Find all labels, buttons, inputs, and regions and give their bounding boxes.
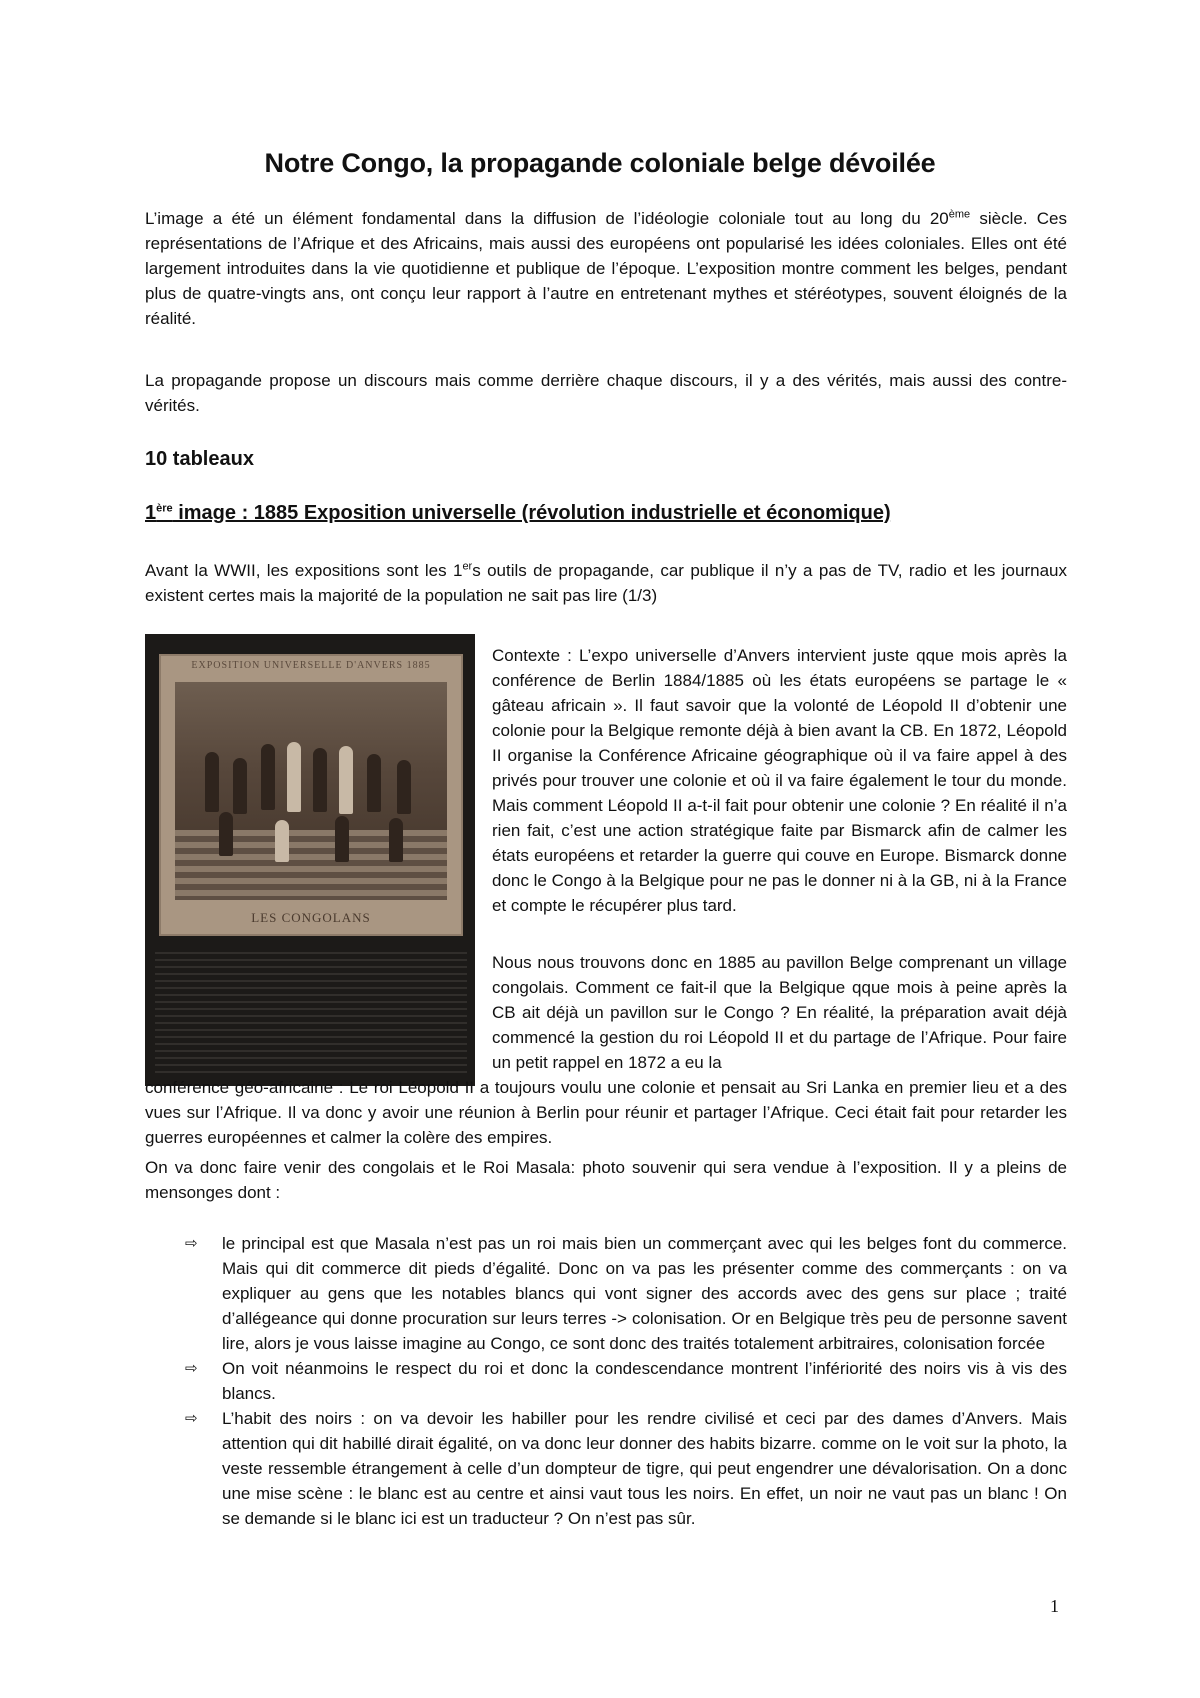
image1-heading	[145, 502, 891, 525]
arrow-right-icon: ⇨	[185, 1360, 198, 1377]
document-title: Notre Congo, la propagande coloniale belge dévoilée	[264, 148, 936, 178]
figure	[261, 744, 275, 810]
lead-text-cont: s outils de propagande, car publique il n’y a pas de TV, radio et les journaux existent certes mais la majorité de la population ne sait pas lire (1/3)	[145, 561, 1067, 605]
superscript: er	[462, 560, 473, 573]
context-paragraph: Contexte : L’expo universelle d’Anvers intervient juste qque mois après la conférence de Berlin 1884/1885 où les états européens se partage le « gâteau africain ». Il faut savoir que la volonté de Léopold II d’obtenir une colonie pour la Belgique remonte déjà à bien avant la CB. En 1872, Léopold II organise la Conférence Africaine géographique où il va faire appel à des privés pour trouver une colonie et où il va faire également le tour du monde. Mais comment Léopold II a-t-il fait pour obtenir une colonie ? En réalité il n’a rien fait, c’est une action stratégique faite par Bismarck afin de calmer les états européens et retarder la guerre qui couve en Europe. Bismarck donne donc le Congo à la Belgique pour ne pas le donner ni à la GB, ni à la France et compte le récupérer plus tard.	[492, 646, 1067, 915]
arrow-right-icon: ⇨	[185, 1410, 198, 1427]
pavilion-paragraph-cont: conférence géo-africaine : Le roi Léopold II a toujours voulu une colonie et pensait au Sri Lanka en premier lieu et a des vues sur l’Afrique. Il va donc y avoir une réunion à Berlin pour réunir et partager l’Afrique. Ceci était fait pour retarder les guerres européennes et calmer la colère des empires.	[145, 1078, 1067, 1147]
list-item-text: L’habit des noirs : on va devoir les habiller pour les rendre civilisé et ceci par des dames d’Anvers. Mais attention qui dit habillé dirait égalité, on va donc leur donner des habits bizarre. comme on le voit sur la photo, la veste ressemble étrangement à celle d’un dompteur de tigre, qui peut engendrer une dévalorisation. On a donc une mise scène : le blanc est au centre et ainsi vaut tous les noirs. En effet, un noir ne vaut pas un blanc ! On se demande si le blanc ici est un traducteur ? On n’est pas sûr.	[222, 1409, 1067, 1528]
intro-text-cont: siècle. Ces représentations de l’Afrique et des Africains, mais aussi des européens ont popularisé les idées coloniales. Elles ont été largement introduites dans la vie quotidienne et publique de l’époque. L’exposition montre comment les belges, pendant plus de quatre-vingts ans, ont conçu leur rapport à l’autre en entretenant mythes et stéréotypes, souvent éloignés de la réalité.	[145, 209, 1067, 328]
heading-text: image : 1885 Exposition universelle (révolution industrielle et économique)	[172, 502, 891, 524]
list-item-text: le principal est que Masala n’est pas un roi mais bien un commerçant avec qui les belges font du commerce. Mais qui dit commerce dit pieds d’égalité. Donc on va pas les présenter comme des commerçants : on va expliquer au gens que les notables blancs qui vont signer des accords avec des gens sur place ; traité d’allégeance qui donne procuration sur leurs terres -> colonisation. Or en Belgique très peu de personne savent lire, alors je vous laisse imagine au Congo, ce sont donc des traités totalement arbitraires, colonisation forcée	[222, 1234, 1067, 1353]
image1-lead-paragraph	[145, 558, 1067, 608]
arrow-right-icon: ⇨	[185, 1235, 198, 1252]
figure	[233, 758, 247, 814]
congolese-paragraph: On va donc faire venir des congolais et le Roi Masala: photo souvenir qui sera vendue à l’exposition. Il y a pleins de mensonges dont :	[145, 1158, 1067, 1202]
figure	[367, 754, 381, 812]
photo-scene	[175, 682, 447, 900]
list-item	[185, 1231, 1067, 1356]
list-item	[185, 1356, 1067, 1406]
photo-frame	[159, 654, 463, 936]
figure	[339, 746, 353, 814]
superscript: ème	[948, 208, 971, 221]
figure	[313, 748, 327, 812]
lead-text: Avant la WWII, les expositions sont les 1	[145, 561, 463, 580]
figure	[287, 742, 301, 812]
intro-paragraph-2: La propagande propose un discours mais comme derrière chaque discours, il y a des vérités, mais aussi des contre-vérités.	[145, 371, 1067, 415]
photo-exhibit-text	[155, 952, 467, 1076]
heading-number: 1	[145, 502, 157, 524]
photo-caption: EXPOSITION UNIVERSELLE D'ANVERS 1885	[191, 660, 431, 671]
section-heading: 10 tableaux	[145, 448, 254, 470]
superscript: ère	[156, 502, 173, 515]
figure	[389, 818, 403, 862]
pavilion-paragraph: Nous nous trouvons donc en 1885 au pavillon Belge comprenant un village congolais. Comment ce fait-il que la Belgique qque mois à peine après la CB ait déjà un pavillon sur le Congo ? En réalité, la préparation avait déjà commencé la gestion du roi Léopold II et du partage de l’Afrique. Pour faire un petit rappel en 1872 a eu la	[492, 953, 1067, 1072]
figure	[219, 812, 233, 856]
exhibition-photo	[145, 634, 475, 1086]
intro-text: L’image a été un élément fondamental dans la diffusion de l’idéologie coloniale tout au long du 20	[145, 209, 949, 228]
figure	[397, 760, 411, 814]
list-item	[185, 1406, 1067, 1531]
intro-paragraph-1	[145, 206, 1067, 331]
figure	[335, 816, 349, 862]
page-number: 1	[1050, 1596, 1059, 1616]
photo-label: LES CONGOLANS	[251, 910, 371, 925]
list-item-text: On voit néanmoins le respect du roi et donc la condescendance montrent l’infériorité des noirs vis à vis des blancs.	[222, 1359, 1067, 1403]
figure	[275, 820, 289, 862]
lies-list	[185, 1231, 1067, 1531]
figure	[205, 752, 219, 812]
photo-steps	[175, 830, 447, 900]
